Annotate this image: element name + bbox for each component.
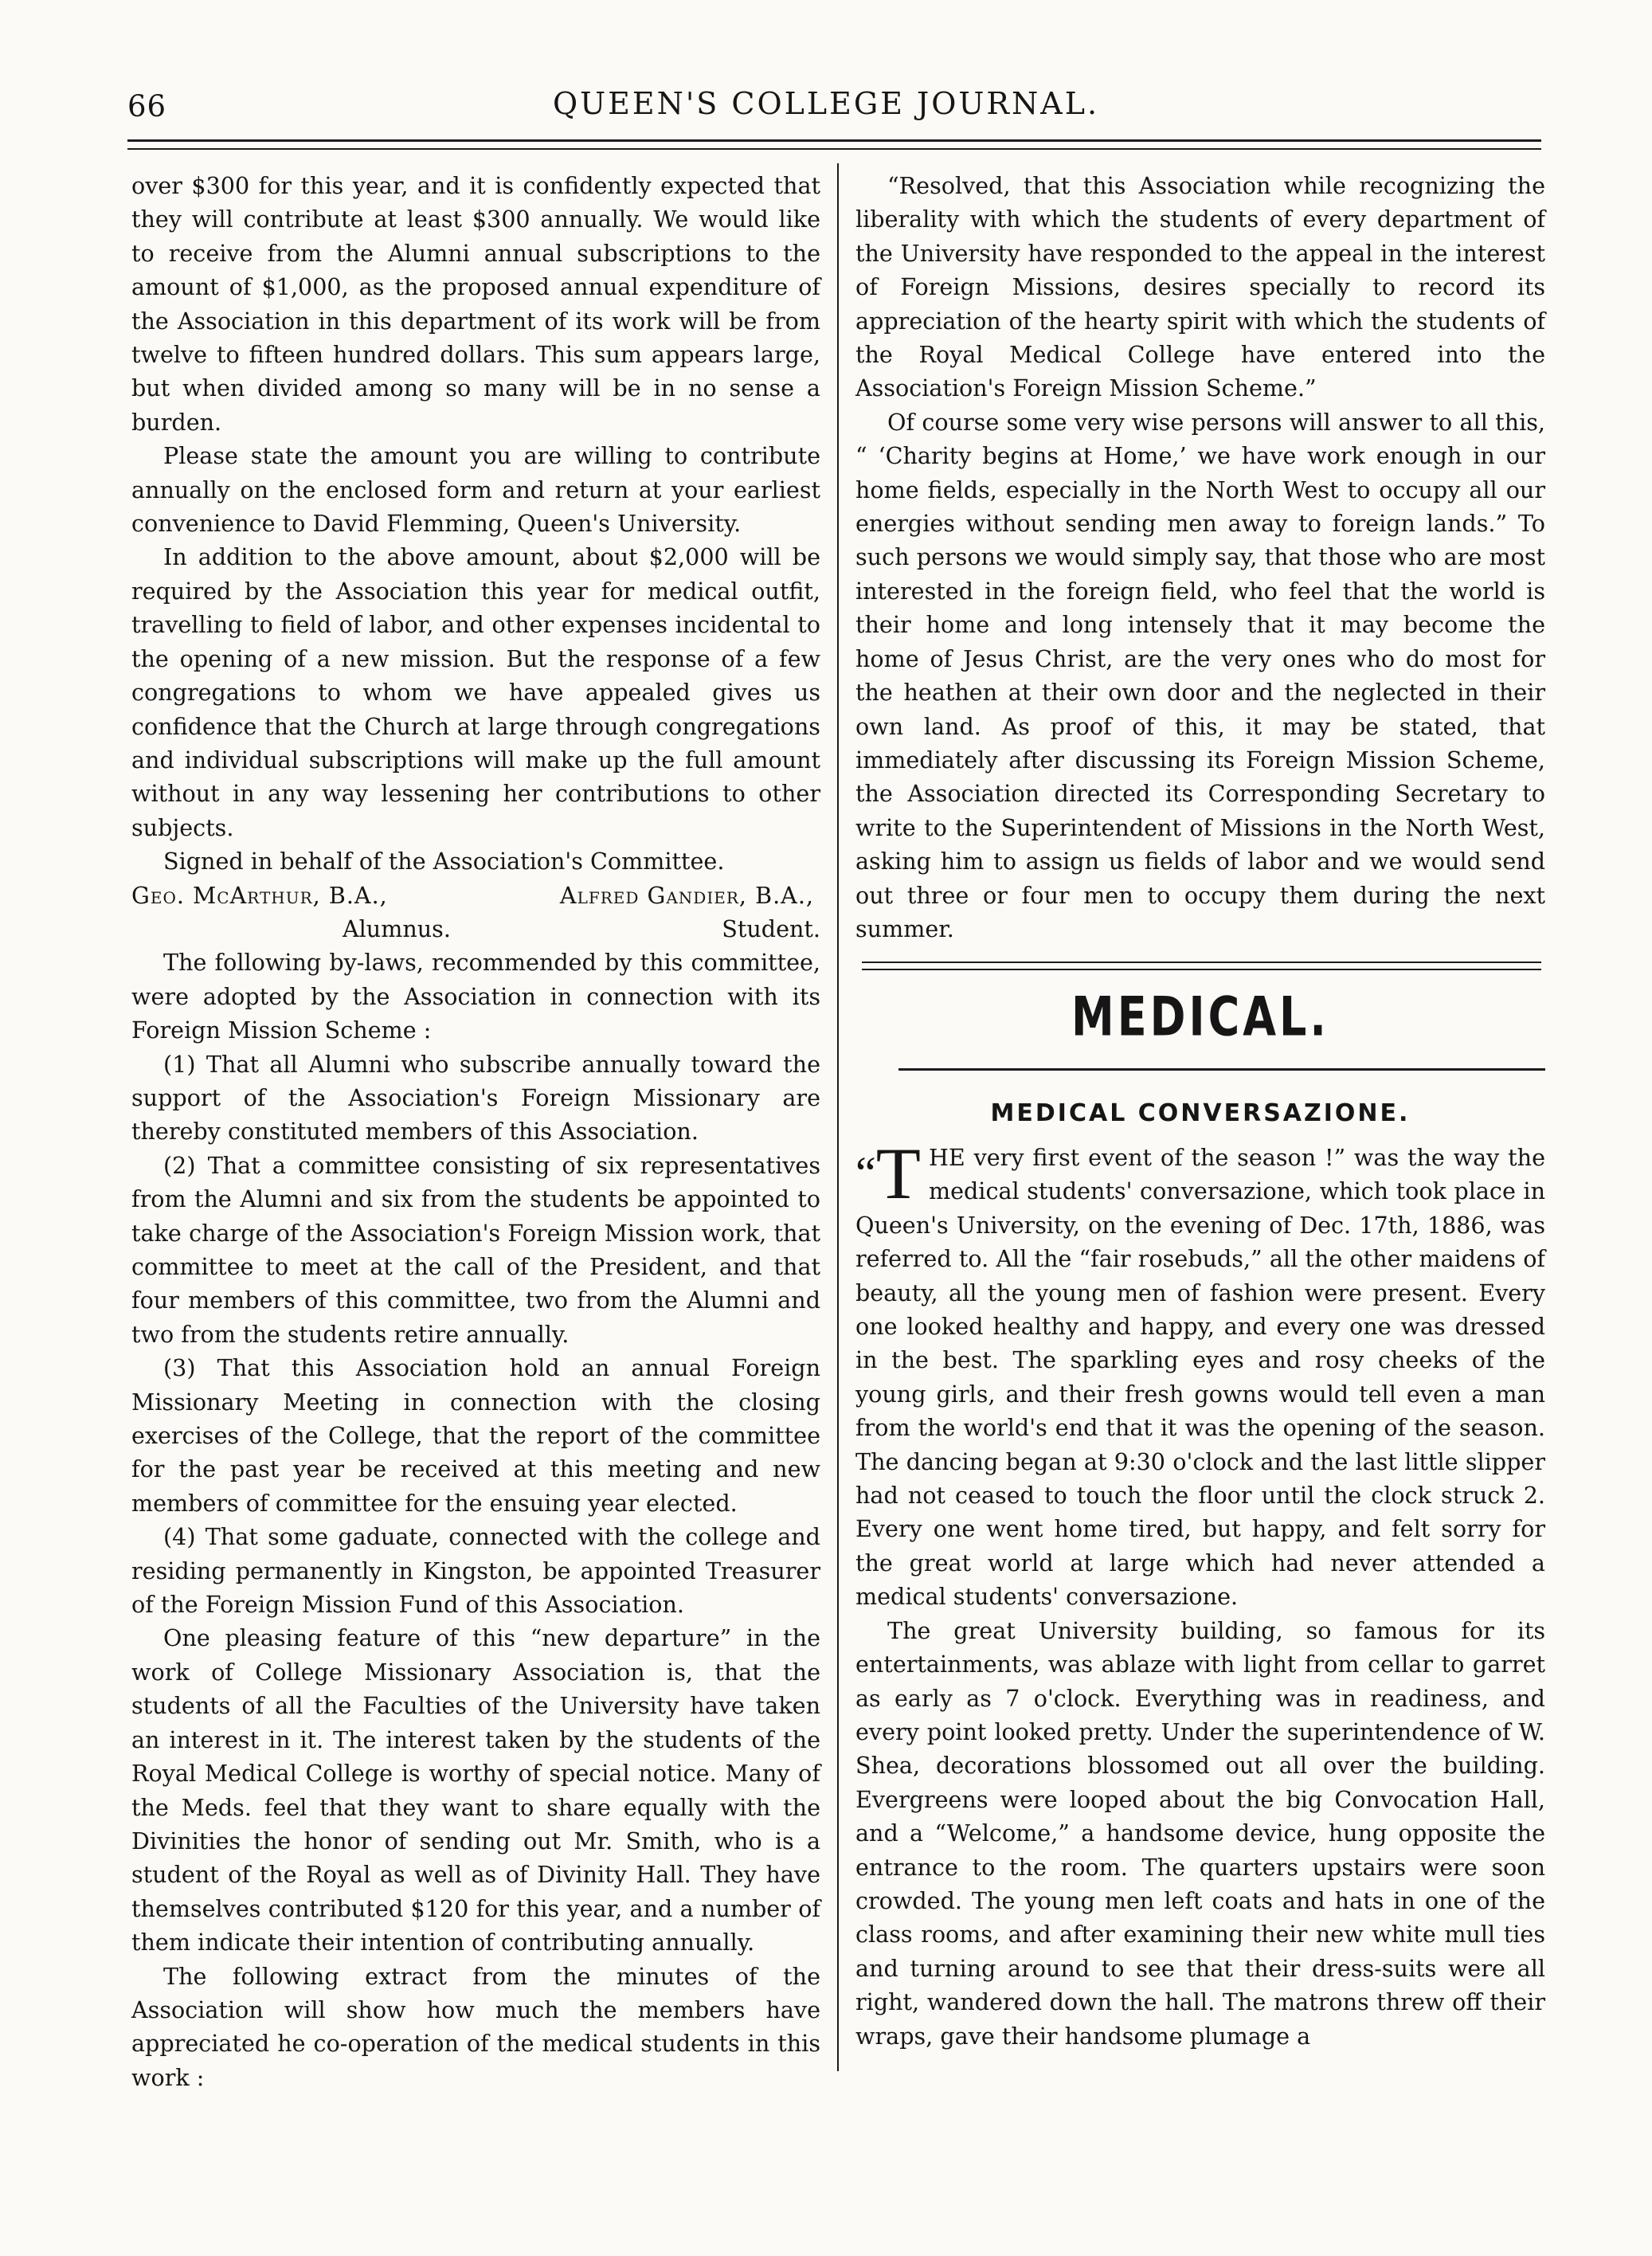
paragraph: The following extract from the minutes of the Association will show how much the members have appreciated he co-operation of the medical students in this work : [131,1962,820,2091]
header-rule-bottom [127,148,1541,150]
bylaw-1: (1) That all Alumni who subscribe annually toward the support of the Association's Foreign Missionary are thereby constituted members of this Association. [131,1050,820,1146]
section-rule-top [862,962,1541,963]
paragraph-text: HE very first event of the season !” was the way the medical students' conversazione, which took place in Queen's University, on the evening of Dec. 17th, 1886, was referred to. All the “fair rosebuds,” all the other maidens of beauty, all the young men of fashion were present. Every one looked healthy and happy, and every one was dressed in the best. The sparkling eyes and rosy cheeks of the young girls, and their fresh gowns would tell even a man from the world's end that it was the opening of the season. The dancing began at 9:30 o'clock and the last little slipper had not ceased to touch the floor until the clock struck 2. Every one went home tired, but happy, and felt sorry for the great world at large which had never attended a medical students' conversazione. [855,1144,1545,1611]
page-number: 66 [127,89,167,123]
right-column-top [855,169,1545,946]
section-title-underline [898,1068,1545,1071]
signature-name-alumnus: Geo. McArthur, B.A., [131,881,388,909]
section-title-medical: MEDICAL. [1071,985,1329,1048]
paragraph: One pleasing feature of this “new departure” in the work of College Missionary Association is, that the students of all the Faculties of the University have taken an interest in it. The interest taken by the students of the Royal Medical College is worthy of special notice. Many of the Meds. feel that they want to share equally with the Divinities the honor of sending out Mr. Smith, who is a student of the Royal as well as of Divinity Hall. They have themselves contributed $120 for this year, and a number of them indicate their intention of contributing annually. [131,1624,820,1956]
signature-role-alumnus: Alumnus. [343,915,451,942]
dropcap-quote: “ [855,1147,876,1199]
signature-roles [131,912,820,946]
paragraph [855,1133,1545,1614]
paragraph: In addition to the above amount, about $2,000 will be required by the Association this year for medical outfit, travelling to field of labor, and other expenses incidental to the opening of a new mission. But the response of a few congregations to whom we have appealed gives us confidence that the Church at large through congregations and individual subscriptions will make up the full amount without in any way lessening her contributions to other subjects. [131,543,820,841]
bylaw-3: (3) That this Association hold an annual Foreign Missionary Meeting in connection with the closing exercises of the College, that the report of the committee for the past year be received at this meeting and new members of committee for the ensuing year elected. [131,1354,820,1517]
header-rule-top [127,139,1541,142]
article-title: MEDICAL CONVERSAZIONE. [990,1099,1411,1127]
dropcap-letter: T [875,1133,921,1214]
bylaw-4: (4) That some gaduate, connected with the college and residing permanently in Kingston, be appointed Treasurer of the Foreign Mission Fund of this Association. [131,1523,820,1619]
paragraph: The great University building, so famous for its entertainments, was ablaze with light from cellar to garret as early as 7 o'clock. Everything was in readiness, and every point looked pretty. Under the superintendence of W. Shea, decorations blossomed out all over the building. Evergreens were looped about the big Convocation Hall, and a “Welcome,” a handsome device, hung opposite the entrance to the room. The quarters upstairs were soon crowded. The young men left coats and hats in one of the class rooms, and after examining their new white mull ties and turning around to see that their dress-suits were all right, wandered down the hall. The matrons threw off their wraps, gave their handsome plumage a [855,1616,1545,2050]
paragraph: Of course some very wise persons will answer to all this, “ ‘Charity begins at Home,’ we have work enough in our home fields, especially in the North West to occupy all our energies without sending men away to foreign lands.” To such persons we would simply say, that those who are most interested in the foreign field, who feel that the world is their home and long intensely that it may become the home of Jesus Christ, are the very ones who do most for the heathen at their own door and the neglected in their own land. As proof of this, it may be stated, that immediately after discussing its Foreign Mission Scheme, the Association directed its Corresponding Secretary to write to the Superintendent of Missions in the North West, asking him to assign us fields of labor and we would send out three or four men to occupy them during the next summer. [855,408,1545,942]
signature-names [131,879,820,912]
signature-name-student: Alfred Gandier, B.A., [559,881,814,909]
left-column [131,169,820,2094]
resolution-quote: “Resolved, that this Association while recognizing the liberality with which the students of every department of the University have responded to the appeal in the interest of Foreign Missions, desires specially to record its appreciation of the hearty spirit with which the students of the Royal Medical College have entered into the Association's Foreign Mission Scheme.” [855,172,1545,402]
dropcap [855,1133,921,1214]
running-head: QUEEN'S COLLEGE JOURNAL. [552,86,1100,121]
paragraph: Signed in behalf of the Association's Committee. [163,848,725,875]
bylaw-2: (2) That a committee consisting of six representatives from the Alumni and six from the students be appointed to take charge of the Association's Foreign Mission work, that committee to meet at the call of the President, and that four members of this committee, two from the Alumni and two from the students retire annually. [131,1151,820,1348]
medical-article [855,1133,1545,2053]
paragraph: The following by-laws, recommended by this committee, were adopted by the Association in connection with its Foreign Mission Scheme : [131,949,820,1044]
signature-role-student: Student. [722,915,820,942]
column-divider [837,163,839,2071]
paragraph: over $300 for this year, and it is confidently expected that they will contribute at least $300 annually. We would like to receive from the Alumni annual subscriptions to the amount of $1,000, as the proposed annual expenditure of the Association in this department of its work will be from twelve to fifteen hundred dollars. This sum appears large, but when divided among so many will be in no sense a burden. [131,172,820,436]
paragraph: Please state the amount you are willing to contribute annually on the enclosed form and return at your earliest convenience to David Flemming, Queen's University. [131,442,820,538]
section-rule-bottom [862,969,1541,970]
